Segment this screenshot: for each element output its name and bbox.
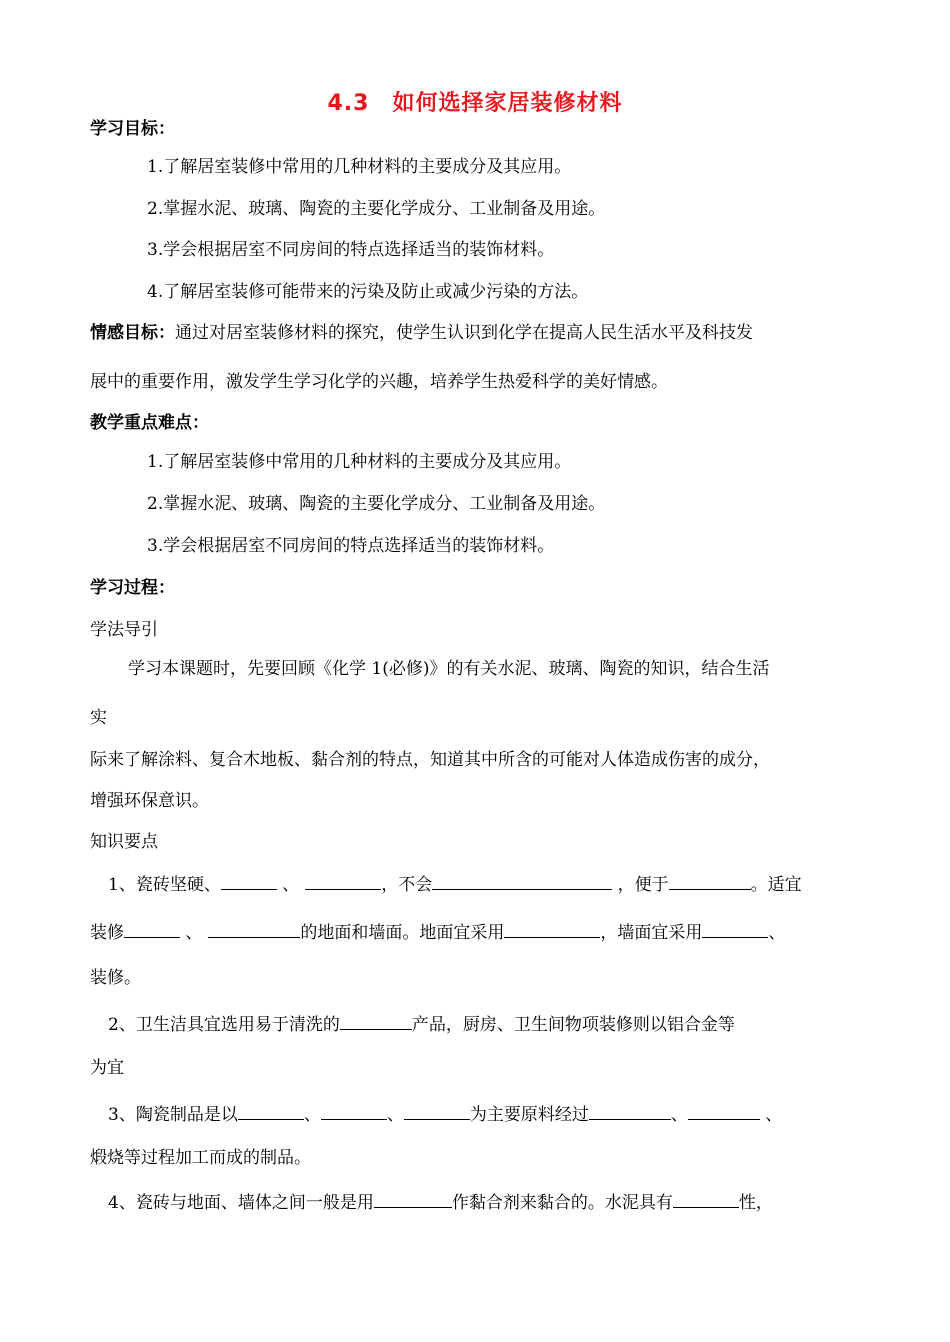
fill-blank[interactable] (374, 1191, 452, 1208)
fill-blank[interactable] (340, 1013, 412, 1030)
question-text: 、 (276, 875, 300, 895)
key-point-item-3: 3.学会根据居室不同房间的特点选择适当的装饰材料。 (147, 536, 555, 556)
question-text: 。适宜 (750, 875, 802, 895)
question-text: ，墙面宜采用 (600, 923, 703, 943)
question-text: 的地面和墙面。地面宜采用 (300, 923, 505, 943)
fill-blank[interactable] (688, 1103, 760, 1120)
question-text: 3、陶瓷制品是以 (108, 1105, 238, 1125)
question-3-line-1 (108, 1103, 862, 1125)
question-text: 性， (738, 1193, 773, 1213)
goal-item-4: 4.了解居室装修可能带来的污染及防止或减少污染的方法。 (147, 282, 589, 302)
question-3-line-2: 煅烧等过程加工而成的制品。 (90, 1148, 311, 1168)
question-text: 为主要原料经过 (469, 1105, 589, 1125)
goal-item-1: 1.了解居室装修中常用的几种材料的主要成分及其应用。 (147, 157, 572, 177)
fill-blank[interactable] (321, 1103, 387, 1120)
emotion-goal-text-1: 通过对居室装修材料的探究，使学生认识到化学在提高人民生活水平及科技发 (175, 323, 753, 343)
goal-item-2: 2.掌握水泥、玻璃、陶瓷的主要化学成分、工业制备及用途。 (147, 199, 606, 219)
question-text: 作黏合剂来黏合的。水泥具有 (451, 1193, 673, 1213)
emotion-goal-heading: 情感目标： (90, 323, 175, 343)
question-4-line-1 (108, 1191, 862, 1213)
fill-blank[interactable] (124, 921, 180, 938)
question-text: 、 (670, 1105, 688, 1125)
fill-blank[interactable] (673, 1191, 739, 1208)
study-guide-line-2: 实 (90, 708, 107, 728)
question-2-line-2: 为宜 (90, 1058, 124, 1078)
study-guide-line-1: 学习本课题时，先要回顾《化学 1(必修)》的有关水泥、玻璃、陶瓷的知识，结合生活 (128, 659, 770, 679)
study-guide-heading: 学法导引 (90, 620, 158, 640)
question-text: 、 (768, 923, 786, 943)
question-text: 装修 (90, 923, 124, 943)
study-guide-line-3: 际来了解涂料、复合木地板、黏合剂的特点，知道其中所含的可能对人体造成伤害的成分， (90, 750, 770, 770)
question-1-line-3: 装修。 (90, 968, 141, 988)
question-1-line-1 (108, 873, 862, 895)
question-text: 、 (759, 1105, 783, 1125)
question-text: ，不会 (381, 875, 433, 895)
knowledge-points-heading: 知识要点 (90, 832, 158, 852)
fill-blank[interactable] (305, 873, 381, 890)
fill-blank[interactable] (504, 921, 600, 938)
question-text: 2、卫生洁具宜选用易于清洗的 (108, 1015, 340, 1035)
question-text: 4、瓷砖与地面、墙体之间一般是用 (108, 1193, 374, 1213)
question-1-line-2 (90, 921, 862, 943)
fill-blank[interactable] (208, 921, 300, 938)
document-title: 4.3 如何选择家居装修材料 (327, 91, 623, 116)
key-point-item-1: 1.了解居室装修中常用的几种材料的主要成分及其应用。 (147, 452, 572, 472)
question-text: 、 (303, 1105, 321, 1125)
fill-blank[interactable] (669, 873, 751, 890)
question-text: ，便于 (612, 875, 669, 895)
emotion-goal-line-2: 展中的重要作用，激发学生学习化学的兴趣，培养学生热爱科学的美好情感。 (90, 372, 668, 392)
question-text: 1、瓷砖坚硬、 (108, 875, 221, 895)
question-text: 、 (180, 923, 203, 943)
learning-goals-heading: 学习目标： (90, 119, 175, 139)
fill-blank[interactable] (589, 1103, 671, 1120)
question-text: 、 (386, 1105, 404, 1125)
key-points-heading: 教学重点难点： (90, 413, 209, 433)
learning-process-heading: 学习过程： (90, 578, 175, 598)
fill-blank[interactable] (432, 873, 612, 890)
fill-blank[interactable] (404, 1103, 470, 1120)
emotion-goal-line-1 (90, 323, 862, 343)
question-2-line-1 (108, 1013, 862, 1035)
study-guide-line-4: 增强环保意识。 (90, 791, 209, 811)
fill-blank[interactable] (221, 873, 277, 890)
fill-blank[interactable] (702, 921, 768, 938)
fill-blank[interactable] (238, 1103, 304, 1120)
key-point-item-2: 2.掌握水泥、玻璃、陶瓷的主要化学成分、工业制备及用途。 (147, 494, 606, 514)
question-text: 产品，厨房、卫生间物项装修则以铝合金等 (411, 1015, 735, 1035)
goal-item-3: 3.学会根据居室不同房间的特点选择适当的装饰材料。 (147, 240, 555, 260)
